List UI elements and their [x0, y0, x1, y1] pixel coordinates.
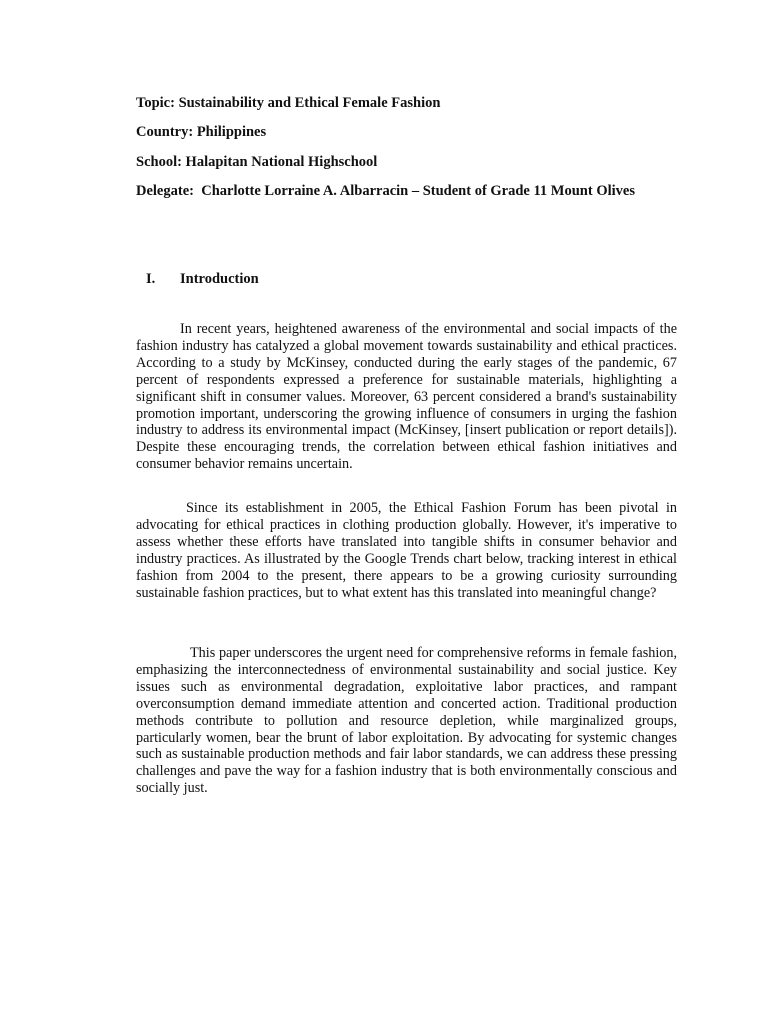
topic-label: Topic: [136, 95, 175, 111]
topic-line [136, 94, 440, 112]
school-value: Halapitan National Highschool [185, 154, 378, 170]
country-label: Country: [136, 124, 194, 140]
section-title: Introduction [180, 271, 259, 287]
paragraph-1: In recent years, heightened awareness of the environmental and social impacts of the fashion industry has catalyzed a global movement towards sustainability and ethical practices. According to a study by McKinsey, conducted during the early stages of the pandemic, 67 percent of respondents expressed a preference for sustainable materials, highlighting a significant shift in consumer values. Moreover, 63 percent considered a brand's sustainability promotion important, underscoring the growing influence of consumers in urging the fashion industry to address its environmental impact (McKinsey, [insert publication or report details]). Despite these encouraging trends, the correlation between ethical fashion initiatives and consumer behavior remains uncertain. [136, 321, 677, 473]
delegate-label: Delegate: [136, 183, 194, 199]
country-line [136, 123, 266, 141]
delegate-line [136, 182, 635, 200]
delegate-value: Charlotte Lorraine A. Albarracin – Student of Grade 11 Mount Olives [201, 183, 635, 199]
school-line [136, 153, 377, 171]
section-heading-introduction [146, 270, 259, 288]
section-number: I. [146, 271, 156, 287]
paragraph-3: This paper underscores the urgent need for comprehensive reforms in female fashion, emphasizing the interconnectedness of environmental sustainability and social justice. Key issues such as environmental degradation, exploitative labor practices, and rampant overconsumption demand immediate attention and concerted action. Traditional production methods contribute to pollution and resource depletion, while marginalized groups, particularly women, bear the brunt of labor exploitation. By advocating for systemic changes such as sustainable production methods and fair labor standards, we can address these pressing challenges and pave the way for a fashion industry that is both environmentally conscious and socially just. [136, 645, 677, 797]
topic-value: Sustainability and Ethical Female Fashion [178, 95, 441, 111]
school-label: School: [136, 154, 182, 170]
paragraph-2: Since its establishment in 2005, the Ethical Fashion Forum has been pivotal in advocating for ethical practices in clothing production globally. However, it's imperative to assess whether these efforts have translated into tangible shifts in consumer behavior and industry practices. As illustrated by the Google Trends chart below, tracking interest in ethical fashion from 2004 to the present, there appears to be a growing curiosity surrounding sustainable fashion practices, but to what extent has this translated into meaningful change? [136, 500, 677, 601]
country-value: Philippines [196, 124, 267, 140]
